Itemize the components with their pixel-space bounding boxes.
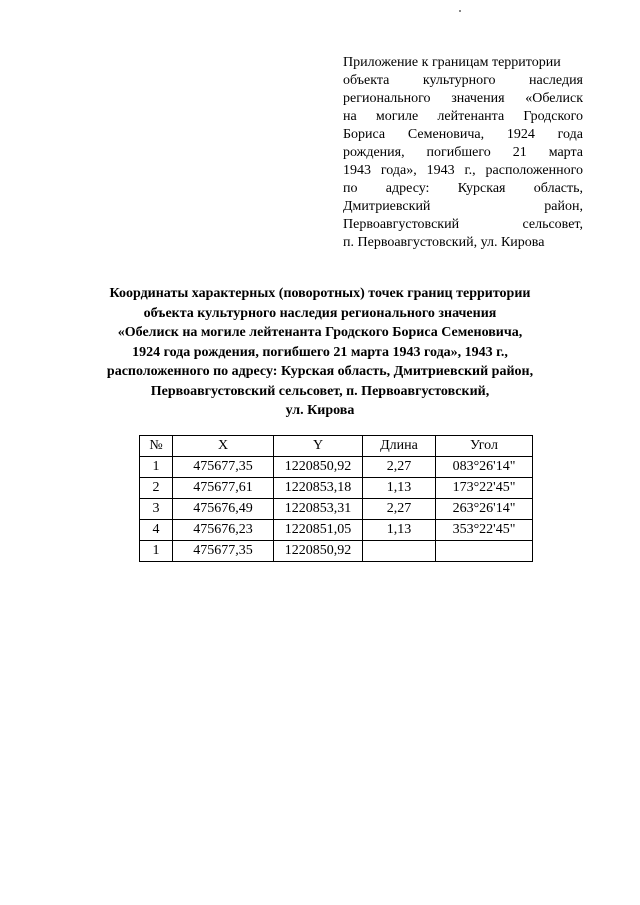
header-x: X	[173, 436, 274, 457]
title-line: объекта культурного наследия регионального значения	[143, 305, 497, 321]
cell-angle	[436, 541, 533, 562]
annex-line: рождения, погибшего 21 марта	[343, 145, 583, 160]
cell-y: 1220851,05	[274, 520, 363, 541]
title-line: «Обелиск на могиле лейтенанта Гродского Бориса Семеновича,	[117, 325, 523, 340]
annex-note	[343, 54, 583, 252]
table-row	[140, 541, 533, 562]
annex-line: Бориса Семеновича, 1924 года	[343, 127, 583, 142]
annex-line: п. Первоавгустовский, ул. Кирова	[343, 235, 545, 250]
title-line: расположенного по адресу: Курская область, Дмитриевский район,	[106, 364, 534, 379]
cell-length: 1,13	[363, 520, 436, 541]
cell-y: 1220850,92	[274, 541, 363, 562]
cell-y: 1220850,92	[274, 457, 363, 478]
cell-x: 475677,61	[173, 478, 274, 499]
annex-line: регионального значения «Обелиск	[343, 91, 583, 106]
cell-x: 475677,35	[173, 541, 274, 562]
cell-y: 1220853,31	[274, 499, 363, 520]
cell-length: 2,27	[363, 457, 436, 478]
cell-number: 1	[140, 541, 173, 562]
annex-line: объекта культурного наследия	[343, 73, 583, 88]
annex-line: Дмитриевский район,	[343, 199, 583, 214]
table-row	[140, 499, 533, 520]
table-header-row	[140, 436, 533, 457]
scan-speck	[459, 10, 461, 12]
table-row	[140, 478, 533, 499]
cell-y: 1220853,18	[274, 478, 363, 499]
coordinates-table	[139, 435, 533, 562]
annex-line: на могиле лейтенанта Гродского	[343, 109, 583, 124]
title-line: Координаты характерных (поворотных) точек границ территории	[109, 286, 531, 301]
header-angle: Угол	[436, 436, 533, 457]
annex-line: по адресу: Курская область,	[343, 181, 583, 196]
cell-number: 2	[140, 478, 173, 499]
cell-length: 2,27	[363, 499, 436, 520]
cell-angle: 083°26'14"	[436, 457, 533, 478]
cell-angle: 263°26'14"	[436, 499, 533, 520]
cell-length	[363, 541, 436, 562]
table-row	[140, 520, 533, 541]
cell-number: 3	[140, 499, 173, 520]
annex-line: Приложение к границам территории	[343, 55, 561, 70]
annex-line: 1943 года», 1943 г., расположенного	[343, 163, 583, 178]
cell-number: 4	[140, 520, 173, 541]
cell-angle: 173°22'45"	[436, 478, 533, 499]
cell-x: 475677,35	[173, 457, 274, 478]
title-line: 1924 года рождения, погибшего 21 марта 1943 года», 1943 г.,	[132, 344, 508, 360]
header-length: Длина	[363, 436, 436, 457]
document-title	[60, 284, 580, 421]
cell-x: 475676,23	[173, 520, 274, 541]
table-row	[140, 457, 533, 478]
header-number: №	[140, 436, 173, 457]
title-line: Первоавгустовский сельсовет, п. Первоавгустовский,	[150, 383, 490, 399]
cell-number: 1	[140, 457, 173, 478]
cell-length: 1,13	[363, 478, 436, 499]
cell-angle: 353°22'45"	[436, 520, 533, 541]
title-line: ул. Кирова	[285, 403, 355, 418]
header-y: Y	[274, 436, 363, 457]
annex-line: Первоавгустовский сельсовет,	[343, 217, 583, 232]
cell-x: 475676,49	[173, 499, 274, 520]
